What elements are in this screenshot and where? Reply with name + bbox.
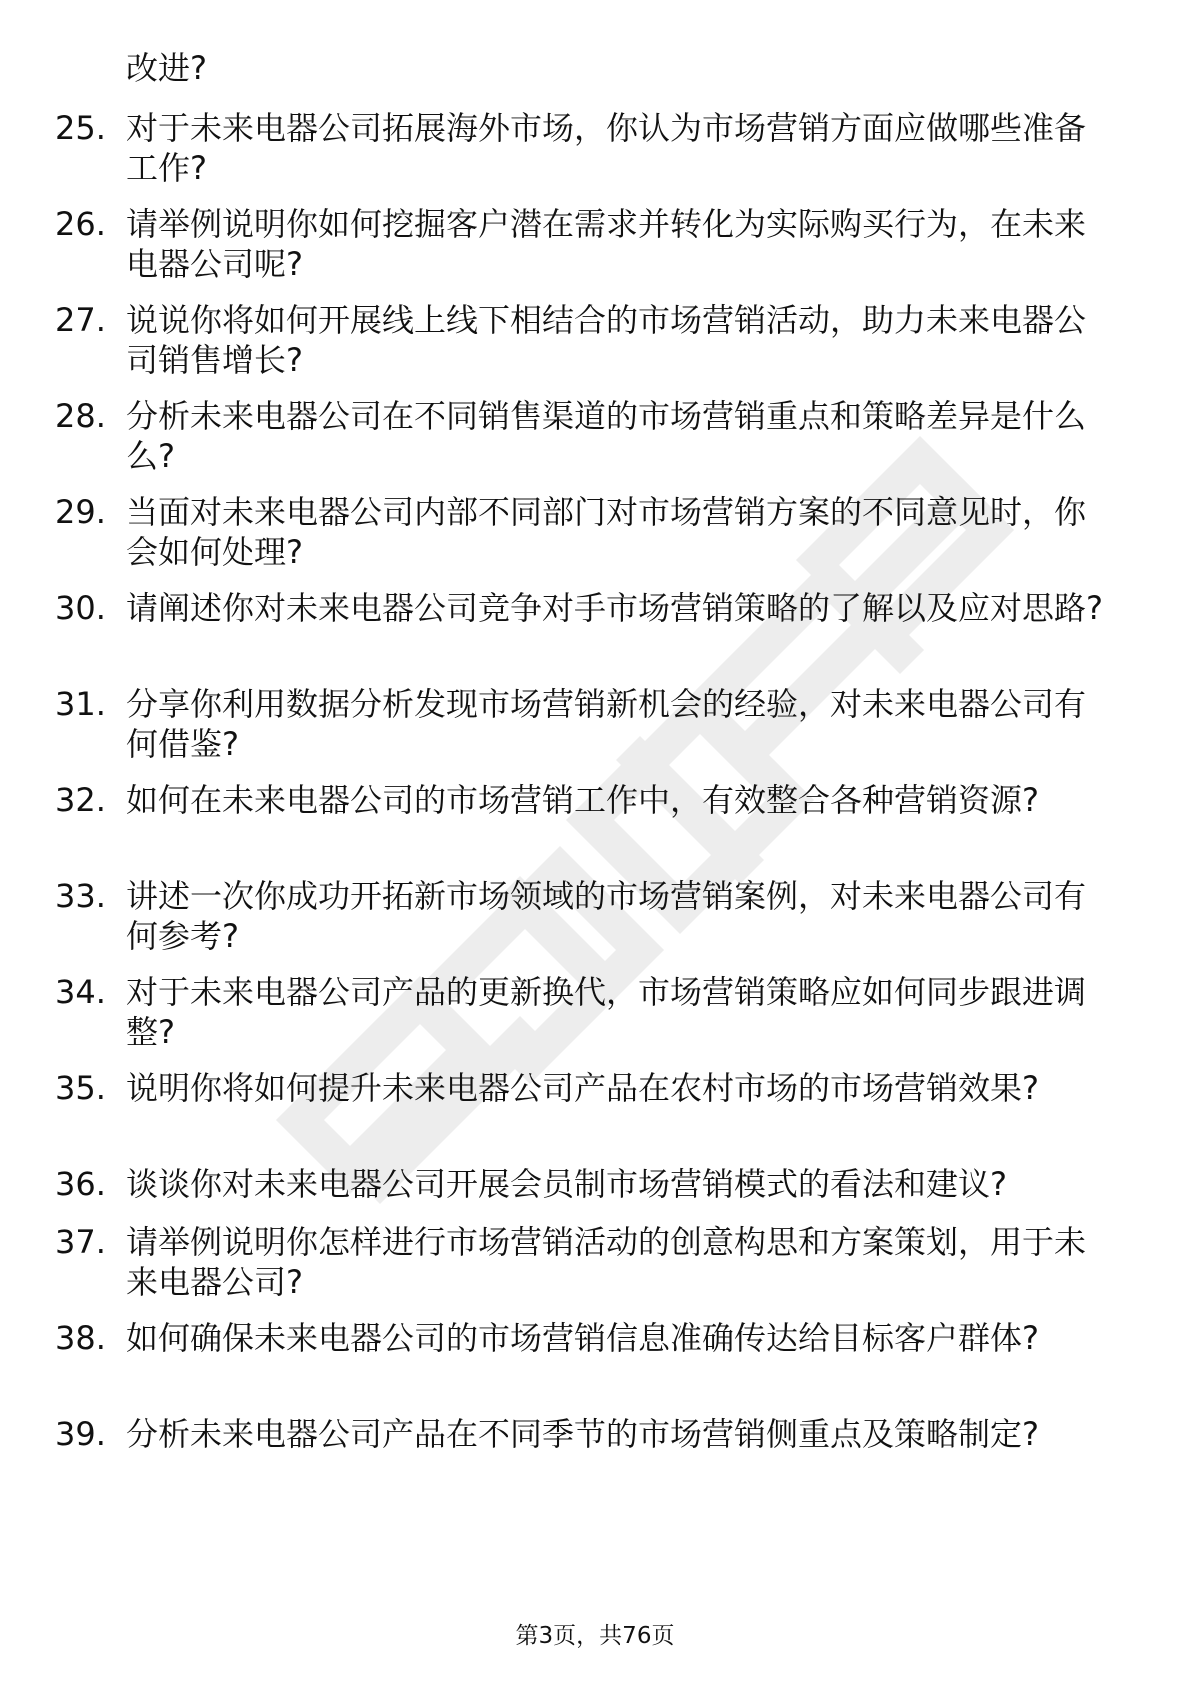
question-item [0,1164,1190,1208]
question-text: 如何在未来电器公司的市场营销工作中，有效整合各种营销资源? [126,781,1039,819]
question-number: 25. [55,109,106,147]
question-number: 33. [55,877,106,915]
question-number: 30. [55,589,106,627]
question-item [0,684,1190,768]
question-text: 请举例说明你怎样进行市场营销活动的创意构思和方案策划，用于未来电器公司? [126,1223,1087,1301]
page-number-label: 第3页，共76页 [515,1623,675,1649]
question-text: 对于未来电器公司产品的更新换代，市场营销策略应如何同步跟进调整? [126,973,1087,1051]
question-text: 分享你利用数据分析发现市场营销新机会的经验，对未来电器公司有何借鉴? [126,685,1087,763]
question-number: 38. [55,1319,106,1357]
question-number: 35. [55,1069,106,1107]
question-number: 26. [55,205,106,243]
question-number: 36. [55,1165,106,1203]
page-footer [0,1622,1190,1650]
question-number: 29. [55,493,106,531]
question-text: 当面对未来电器公司内部不同部门对市场营销方案的不同意见时，你会如何处理? [126,493,1087,571]
question-number: 34. [55,973,106,1011]
question-text: 讲述一次你成功开拓新市场领域的市场营销案例，对未来电器公司有何参考? [126,877,1087,955]
question-item [0,1318,1190,1402]
question-number: 32. [55,781,106,819]
question-item [0,780,1190,864]
question-item [0,108,1190,192]
question-text: 说说你将如何开展线上线下相结合的市场营销活动，助力未来电器公司销售增长? [126,301,1087,379]
question-number: 37. [55,1223,106,1261]
question-text: 对于未来电器公司拓展海外市场，你认为市场营销方面应做哪些准备工作? [126,109,1087,187]
question-number: 27. [55,301,106,339]
question-item [0,204,1190,288]
question-text: 分析未来电器公司在不同销售渠道的市场营销重点和策略差异是什么么? [126,397,1087,475]
question-number: 39. [55,1415,106,1453]
question-text: 谈谈你对未来电器公司开展会员制市场营销模式的看法和建议? [126,1165,1007,1203]
question-item [0,972,1190,1056]
question-text: 请举例说明你如何挖掘客户潜在需求并转化为实际购买行为，在未来电器公司呢? [126,205,1087,283]
question-item [0,396,1190,480]
question-item [0,588,1190,672]
question-text: 如何确保未来电器公司的市场营销信息准确传达给目标客户群体? [126,1319,1039,1357]
question-text: 说明你将如何提升未来电器公司产品在农村市场的市场营销效果? [126,1069,1039,1107]
question-item [0,1414,1190,1498]
question-item [0,1222,1190,1306]
question-item [0,876,1190,960]
question-number: 28. [55,397,106,435]
question-text: 请阐述你对未来电器公司竞争对手市场营销策略的了解以及应对思路? [126,589,1103,627]
question-item [0,300,1190,384]
question-item [0,1068,1190,1152]
continuation-text: 改进? [126,49,207,87]
question-text: 分析未来电器公司产品在不同季节的市场营销侧重点及策略制定? [126,1415,1039,1453]
question-item [0,492,1190,576]
question-number: 31. [55,685,106,723]
